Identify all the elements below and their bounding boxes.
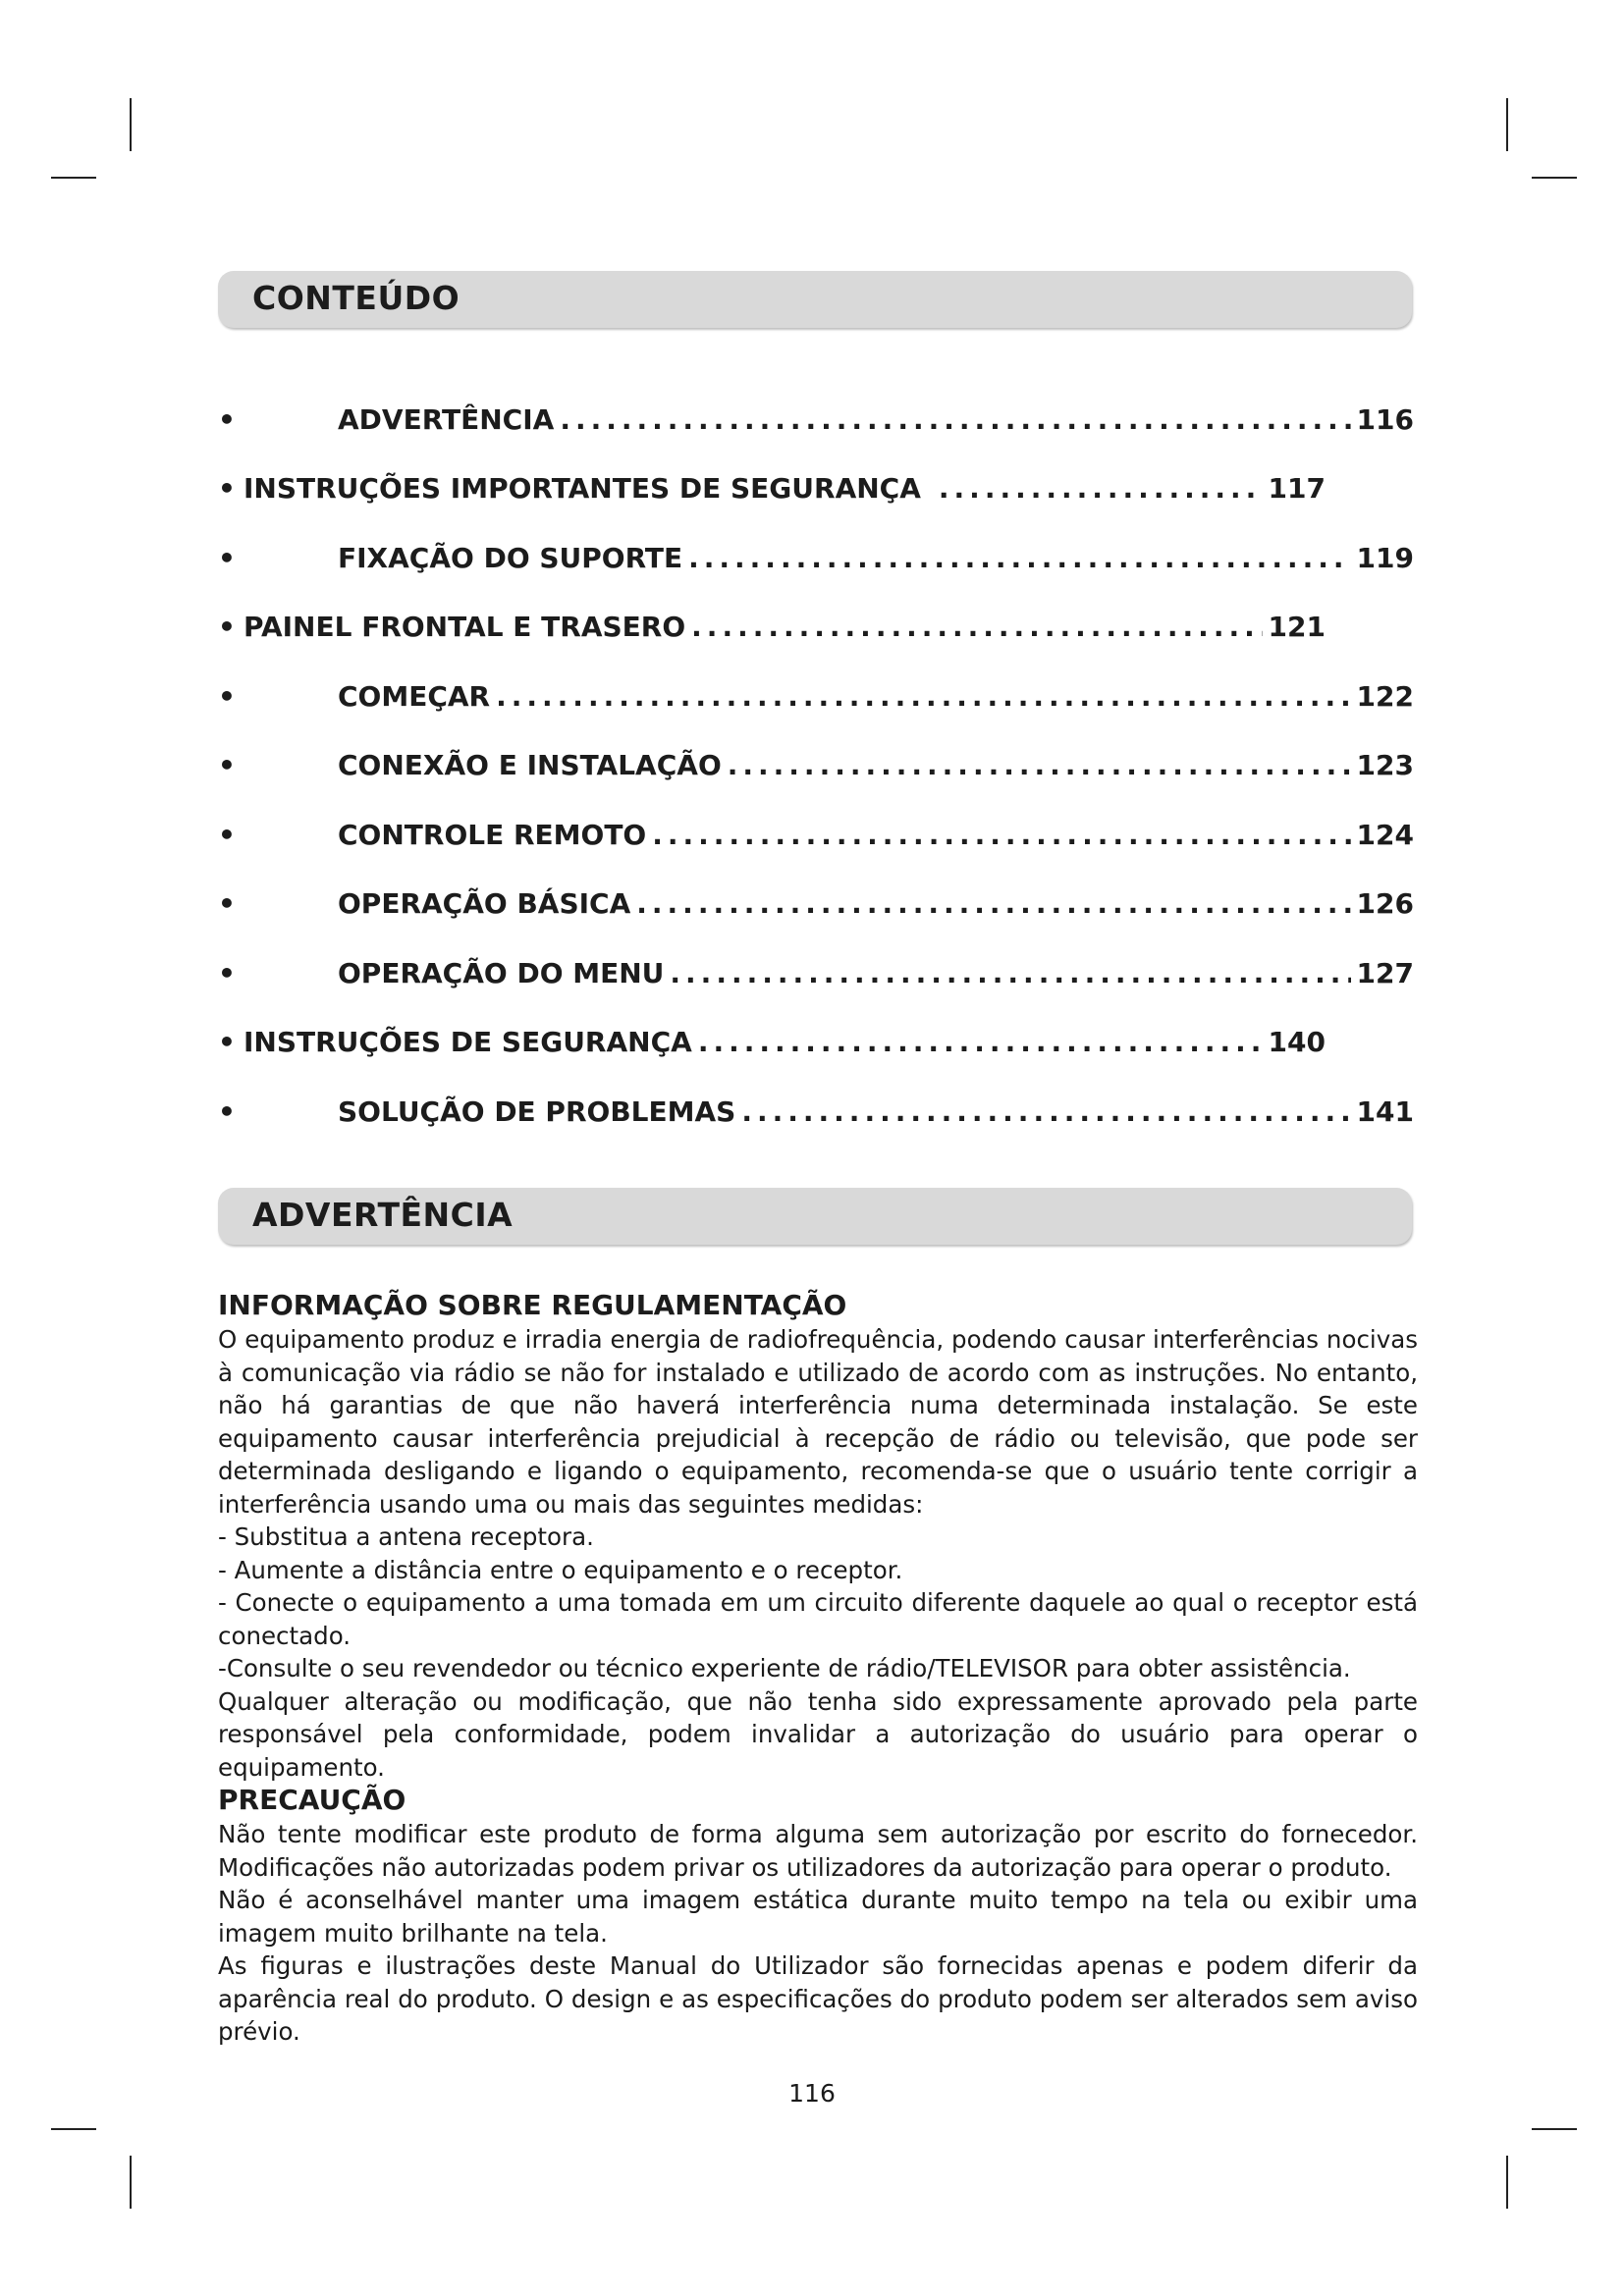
precaution-block [218, 1783, 1418, 2049]
toc-entry[interactable]: • FIXAÇÃO DO SUPORTE ..... 119 [218, 523, 1414, 593]
crop-mark [1506, 98, 1508, 151]
regulation-closing: Qualquer alteração ou modificação, que não tenha sido expressamente aprovado pela parte responsável pela conformidade, podem invalidar a autorização do usuário para operar o equipamento. [218, 1686, 1418, 1782]
toc-entry[interactable]: • INSTRUÇÕES DE SEGURANÇA ..... 140 [218, 1008, 1326, 1078]
precaution-paragraph: Não é aconselhável manter uma imagem estática durante muito tempo na tela ou exibir uma imagem muito brilhante na tela. [218, 1886, 1418, 1948]
toc-entry-label: CONEXÃO E INSTALAÇÃO [338, 749, 722, 782]
regulation-item: - Conecte o equipamento a uma tomada em um circuito diferente daquele ao qual o receptor está conectado. [218, 1588, 1418, 1650]
crop-mark [51, 177, 96, 179]
toc-entry[interactable]: • ADVERTÊNCIA ..... 116 [218, 385, 1414, 454]
regulation-heading: INFORMAÇÃO SOBRE REGULAMENTAÇÃO [218, 1289, 847, 1321]
crop-mark [1532, 2128, 1577, 2130]
crop-mark [130, 98, 132, 151]
toc-entry-label: ADVERTÊNCIA [338, 402, 555, 436]
toc-section-header [218, 271, 1412, 328]
toc-entry[interactable]: • PAINEL FRONTAL E TRASERO ..... 121 [218, 593, 1326, 663]
crop-mark [51, 2128, 96, 2130]
toc-leader-dots [652, 819, 1350, 851]
toc-entry-label: COMEÇAR [338, 679, 491, 713]
toc-entry-page: 116 [1356, 402, 1414, 436]
toc-entry[interactable]: • OPERAÇÃO BÁSICA ..... 126 [218, 870, 1414, 939]
crop-mark [1532, 177, 1577, 179]
precaution-paragraph: As figuras e ilustrações deste Manual do Utilizador são fornecidas apenas e podem diferir da aparência real do produto. O design e as especificações do produto podem ser alterados sem aviso prévio. [218, 1951, 1418, 2046]
toc-entry[interactable]: • SOLUÇÃO DE PROBLEMAS ..... 141 [218, 1077, 1414, 1147]
toc-entry[interactable]: • INSTRUÇÕES IMPORTANTES DE SEGURANÇA ..... 117 [218, 454, 1326, 524]
toc-leader-dots [698, 1026, 1263, 1058]
toc-leader-dots [728, 749, 1351, 781]
precaution-heading: PRECAUÇÃO [218, 1784, 406, 1816]
toc-leader-dots [688, 542, 1350, 574]
regulation-item: - Aumente a distância entre o equipamento e o receptor. [218, 1555, 903, 1584]
table-of-contents [218, 385, 1414, 1147]
toc-entry-label: CONTROLE REMOTO [338, 818, 647, 851]
toc-entry-page: 126 [1356, 887, 1414, 921]
toc-section-title: CONTEÚDO [252, 279, 460, 317]
toc-entry-page: 119 [1356, 541, 1414, 574]
toc-leader-dots [496, 680, 1350, 713]
toc-entry-page: 122 [1356, 679, 1414, 713]
toc-entry-page: 124 [1356, 818, 1414, 851]
toc-entry[interactable]: • CONEXÃO E INSTALAÇÃO ..... 123 [218, 731, 1414, 801]
toc-entry-label: OPERAÇÃO BÁSICA [338, 887, 631, 921]
toc-leader-dots [636, 887, 1350, 920]
warning-section-title: ADVERTÊNCIA [252, 1196, 514, 1234]
warning-section-header [218, 1188, 1412, 1245]
toc-entry-page: 123 [1356, 749, 1414, 782]
toc-entry-label: INSTRUÇÕES DE SEGURANÇA [244, 1026, 692, 1059]
toc-entry[interactable]: • OPERAÇÃO DO MENU ..... 127 [218, 938, 1414, 1008]
regulation-block [218, 1288, 1418, 1784]
toc-entry[interactable]: • CONTROLE REMOTO ..... 124 [218, 800, 1414, 870]
toc-entry-label: INSTRUÇÕES IMPORTANTES DE SEGURANÇA [244, 472, 921, 506]
crop-mark [130, 2156, 132, 2209]
toc-leader-dots [560, 403, 1350, 436]
page-number: 116 [788, 2079, 836, 2108]
toc-entry-label: PAINEL FRONTAL E TRASERO [244, 611, 686, 644]
toc-entry-page: 140 [1268, 1026, 1326, 1059]
toc-entry-label: FIXAÇÃO DO SUPORTE [338, 541, 683, 574]
regulation-item: - Substitua a antena receptora. [218, 1522, 594, 1551]
toc-entry-label: SOLUÇÃO DE PROBLEMAS [338, 1095, 736, 1128]
toc-leader-dots [691, 611, 1262, 643]
regulation-item: -Consulte o seu revendedor ou técnico experiente de rádio/TELEVISOR para obter assistência. [218, 1654, 1351, 1682]
toc-leader-dots [741, 1095, 1350, 1128]
regulation-text: O equipamento produz e irradia energia de radiofrequência, podendo causar interferências nocivas à comunicação via rádio se não for instalado e utilizado de acordo com as instruções. No entanto, não há garantias de que não haverá interferência numa determinada instalação. Se este equipamento causar interferência prejudicial à recepção de rádio ou televisão, que pode ser determinada desligando e ligando o equipamento, recomenda-se que o usuário tente corrigir a interferência usando uma ou mais das seguintes medidas: [218, 1325, 1418, 1519]
toc-leader-dots [670, 957, 1350, 989]
toc-entry-page: 141 [1356, 1095, 1414, 1128]
crop-mark [1506, 2156, 1508, 2209]
toc-entry-label: OPERAÇÃO DO MENU [338, 956, 665, 989]
toc-entry-page: 121 [1268, 611, 1326, 644]
toc-entry[interactable]: • COMEÇAR ..... 122 [218, 662, 1414, 731]
toc-leader-dots [939, 472, 1263, 505]
precaution-paragraph: Não tente modificar este produto de forma alguma sem autorização por escrito do fornecedor. Modificações não autorizadas podem privar os utilizadores da autorização para operar o produto. [218, 1820, 1418, 1882]
toc-entry-page: 127 [1356, 956, 1414, 989]
toc-entry-page: 117 [1268, 472, 1326, 506]
